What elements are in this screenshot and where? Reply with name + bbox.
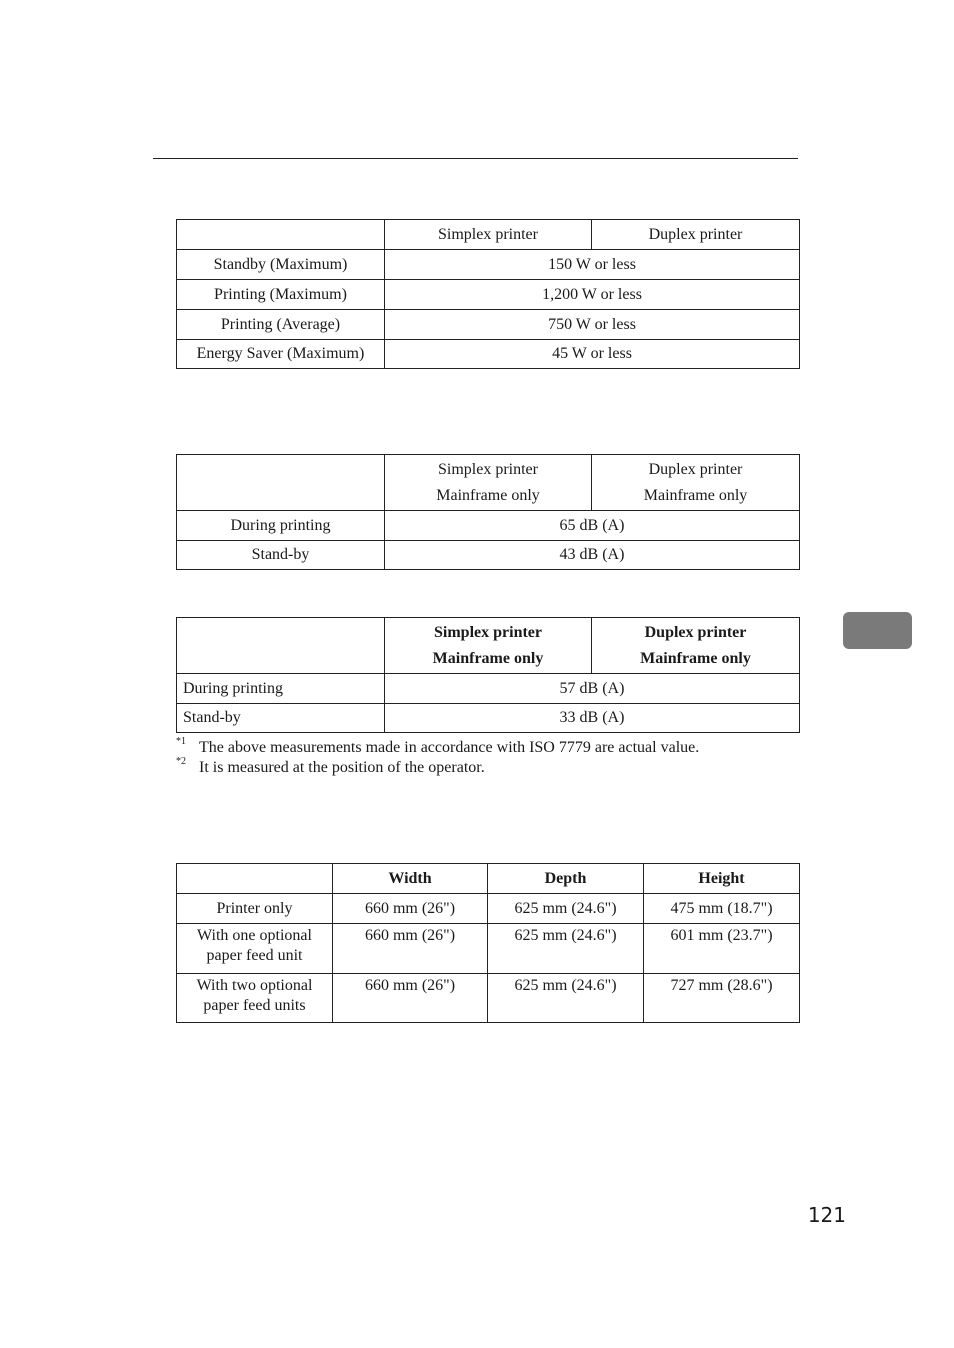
footnotes [176,738,816,778]
height-cell: 475 mm (18.7") [644,894,800,924]
header-empty-cell [177,220,385,250]
footnote-text: The above measurements made in accordance with ISO 7779 are actual value. [199,739,700,756]
height-cell: 727 mm (28.6") [644,974,800,1023]
table-header-row [177,220,800,250]
row-label: Standby (Maximum) [177,250,385,280]
noise-emission-table-1 [176,454,800,570]
header-width: Width [333,864,488,894]
header-simplex-label: Simplex printer [438,460,538,478]
width-cell: 660 mm (26") [333,924,488,974]
row-value: 150 W or less [385,250,800,280]
table-row [177,541,800,570]
header-height: Height [644,864,800,894]
header-simplex-printer [385,455,592,511]
table-header-row [177,618,800,674]
table-row [177,250,800,280]
height-cell: 601 mm (23.7") [644,924,800,974]
power-consumption-table [176,219,800,369]
row-label-line: With two optional [196,977,313,994]
footnote [176,738,816,758]
row-label-line: Printer only [216,899,293,917]
depth-cell: 625 mm (24.6") [488,974,644,1023]
header-empty-cell [177,864,333,894]
row-value: 43 dB (A) [385,541,800,570]
dimensions-table [176,863,800,1023]
footnote-mark: *1 [176,736,186,747]
row-label: Stand-by [177,704,385,733]
header-duplex-printer: Duplex printer [592,220,800,250]
table-row [177,924,800,974]
row-label [177,894,333,924]
header-duplex-label: Duplex printer [644,623,747,641]
table-row [177,894,800,924]
width-cell: 660 mm (26") [333,894,488,924]
row-value: 750 W or less [385,310,800,340]
row-value: 57 dB (A) [385,674,800,704]
table-row [177,340,800,369]
header-simplex-printer [385,618,592,674]
row-label: During printing [177,674,385,704]
header-simplex-printer: Simplex printer [385,220,592,250]
table-row [177,511,800,541]
header-duplex-printer [592,455,800,511]
header-simplex-sublabel: Mainframe only [436,486,540,504]
row-label-line: paper feed units [203,997,306,1014]
header-duplex-printer [592,618,800,674]
header-duplex-sublabel: Mainframe only [640,649,751,667]
footnote [176,758,816,778]
header-depth: Depth [488,864,644,894]
depth-cell: 625 mm (24.6") [488,924,644,974]
row-label: Printing (Average) [177,310,385,340]
footnote-mark: *2 [176,756,186,767]
table-row [177,974,800,1023]
row-label [177,974,333,1023]
footnote-text: It is measured at the position of the operator. [199,759,485,776]
noise-emission-table-2 [176,617,800,733]
header-rule [153,158,798,159]
row-label: During printing [177,511,385,541]
header-duplex-sublabel: Mainframe only [643,486,748,504]
table-row [177,310,800,340]
header-empty-cell [177,455,385,511]
header-simplex-sublabel: Mainframe only [432,649,544,667]
row-value: 45 W or less [385,340,800,369]
table-row [177,280,800,310]
row-label-line: paper feed unit [206,947,303,964]
row-label: Printing (Maximum) [177,280,385,310]
header-simplex-label: Simplex printer [434,623,542,641]
row-label-line: With one optional [197,927,312,944]
table-header-row [177,864,800,894]
row-label: Energy Saver (Maximum) [177,340,385,369]
row-label [177,924,333,974]
header-empty-cell [177,618,385,674]
row-value: 65 dB (A) [385,511,800,541]
page-number: 121 [807,1203,846,1227]
table-header-row [177,455,800,511]
depth-cell: 625 mm (24.6") [488,894,644,924]
row-value: 1,200 W or less [385,280,800,310]
width-cell: 660 mm (26") [333,974,488,1023]
header-duplex-label: Duplex printer [648,460,743,478]
table-row [177,704,800,733]
chapter-tab [843,612,912,649]
row-value: 33 dB (A) [385,704,800,733]
table-row [177,674,800,704]
row-label: Stand-by [177,541,385,570]
